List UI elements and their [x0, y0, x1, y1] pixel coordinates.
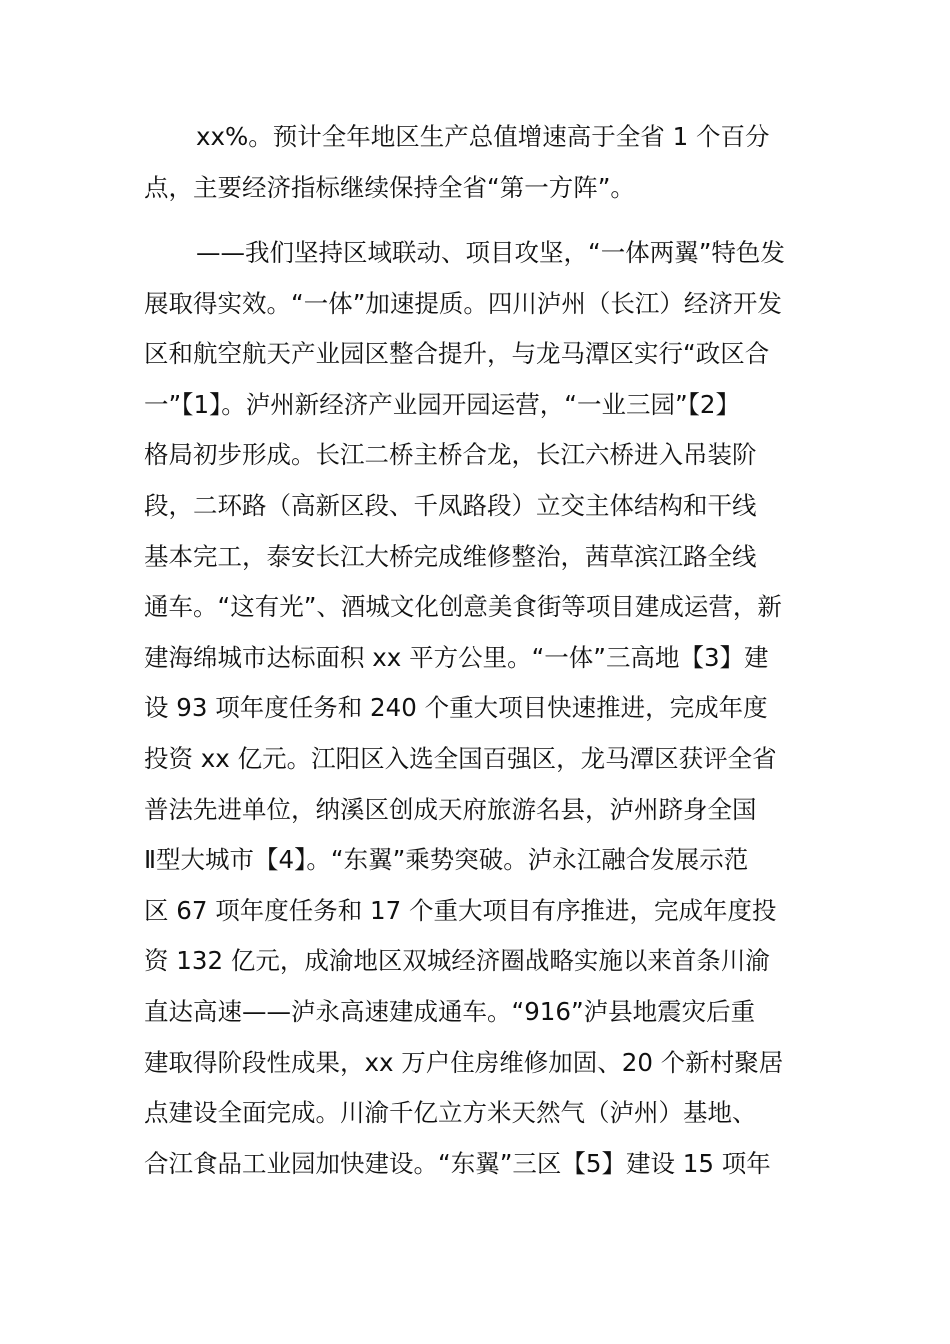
paragraph-2-line-16: 直达高速——泸永高速建成通车。“916”泸县地震灾后重	[144, 996, 756, 1026]
paragraph-2-line-14: 区 67 项年度任务和 17 个重大项目有序推进，完成年度投	[144, 895, 777, 925]
paragraph-2-line-7: 基本完工，泰安长江大桥完成维修整治，茜草滨江路全线	[144, 541, 757, 571]
paragraph-2-line-11: 投资 xx 亿元。江阳区入选全国百强区，龙马潭区获评全省	[144, 743, 777, 773]
paragraph-2-line-6: 段，二环路（高新区段、千凤路段）立交主体结构和干线	[144, 490, 757, 520]
paragraph-2-line-15: 资 132 亿元，成渝地区双城经济圈战略实施以来首条川渝	[144, 946, 770, 976]
paragraph-2-line-1: ——我们坚持区域联动、项目攻坚，“一体两翼”特色发	[196, 238, 785, 267]
paragraph-2-line-4: 一”【1】。泸州新经济产业园开园运营，“一业三园”【2】	[144, 389, 741, 419]
paragraph-2-line-10: 设 93 项年度任务和 240 个重大项目快速推进，完成年度	[144, 693, 768, 723]
paragraph-2-line-3: 区和航空航天产业园区整合提升，与龙马潭区实行“政区合	[144, 339, 770, 369]
paragraph-2-line-8: 通车。“这有光”、酒城文化创意美食街等项目建成运营，新	[144, 592, 782, 622]
paragraph-2-line-19: 合江食品工业园加快建设。“东翼”三区【5】建设 15 项年	[144, 1148, 771, 1178]
paragraph-2-line-9: 建海绵城市达标面积 xx 平方公里。“一体”三高地【3】建	[144, 642, 769, 672]
paragraph-2	[144, 228, 824, 1189]
paragraph-2-line-5: 格局初步形成。长江二桥主桥合龙，长江六桥进入吊装阶	[144, 440, 757, 470]
paragraph-2-line-2: 展取得实效。“一体”加速提质。四川泸州（长江）经济开发	[144, 288, 782, 318]
paragraph-2-line-12: 普法先进单位，纳溪区创成天府旅游名县，泸州跻身全国	[144, 794, 757, 824]
paragraph-1-line-2: 点，主要经济指标继续保持全省“第一方阵”。	[144, 172, 635, 202]
paragraph-2-line-17: 建取得阶段性成果，xx 万户住房维修加固、20 个新村聚居	[144, 1047, 784, 1077]
paragraph-2-line-13: Ⅱ型大城市【4】。“东翼”乘势突破。泸永江融合发展示范	[144, 845, 749, 875]
paragraph-1-line-1: xx%。预计全年地区生产总值增速高于全省 1 个百分	[196, 122, 770, 151]
paragraph-1	[144, 112, 824, 213]
paragraph-2-line-18: 点建设全面完成。川渝千亿立方米天然气（泸州）基地、	[144, 1098, 757, 1128]
